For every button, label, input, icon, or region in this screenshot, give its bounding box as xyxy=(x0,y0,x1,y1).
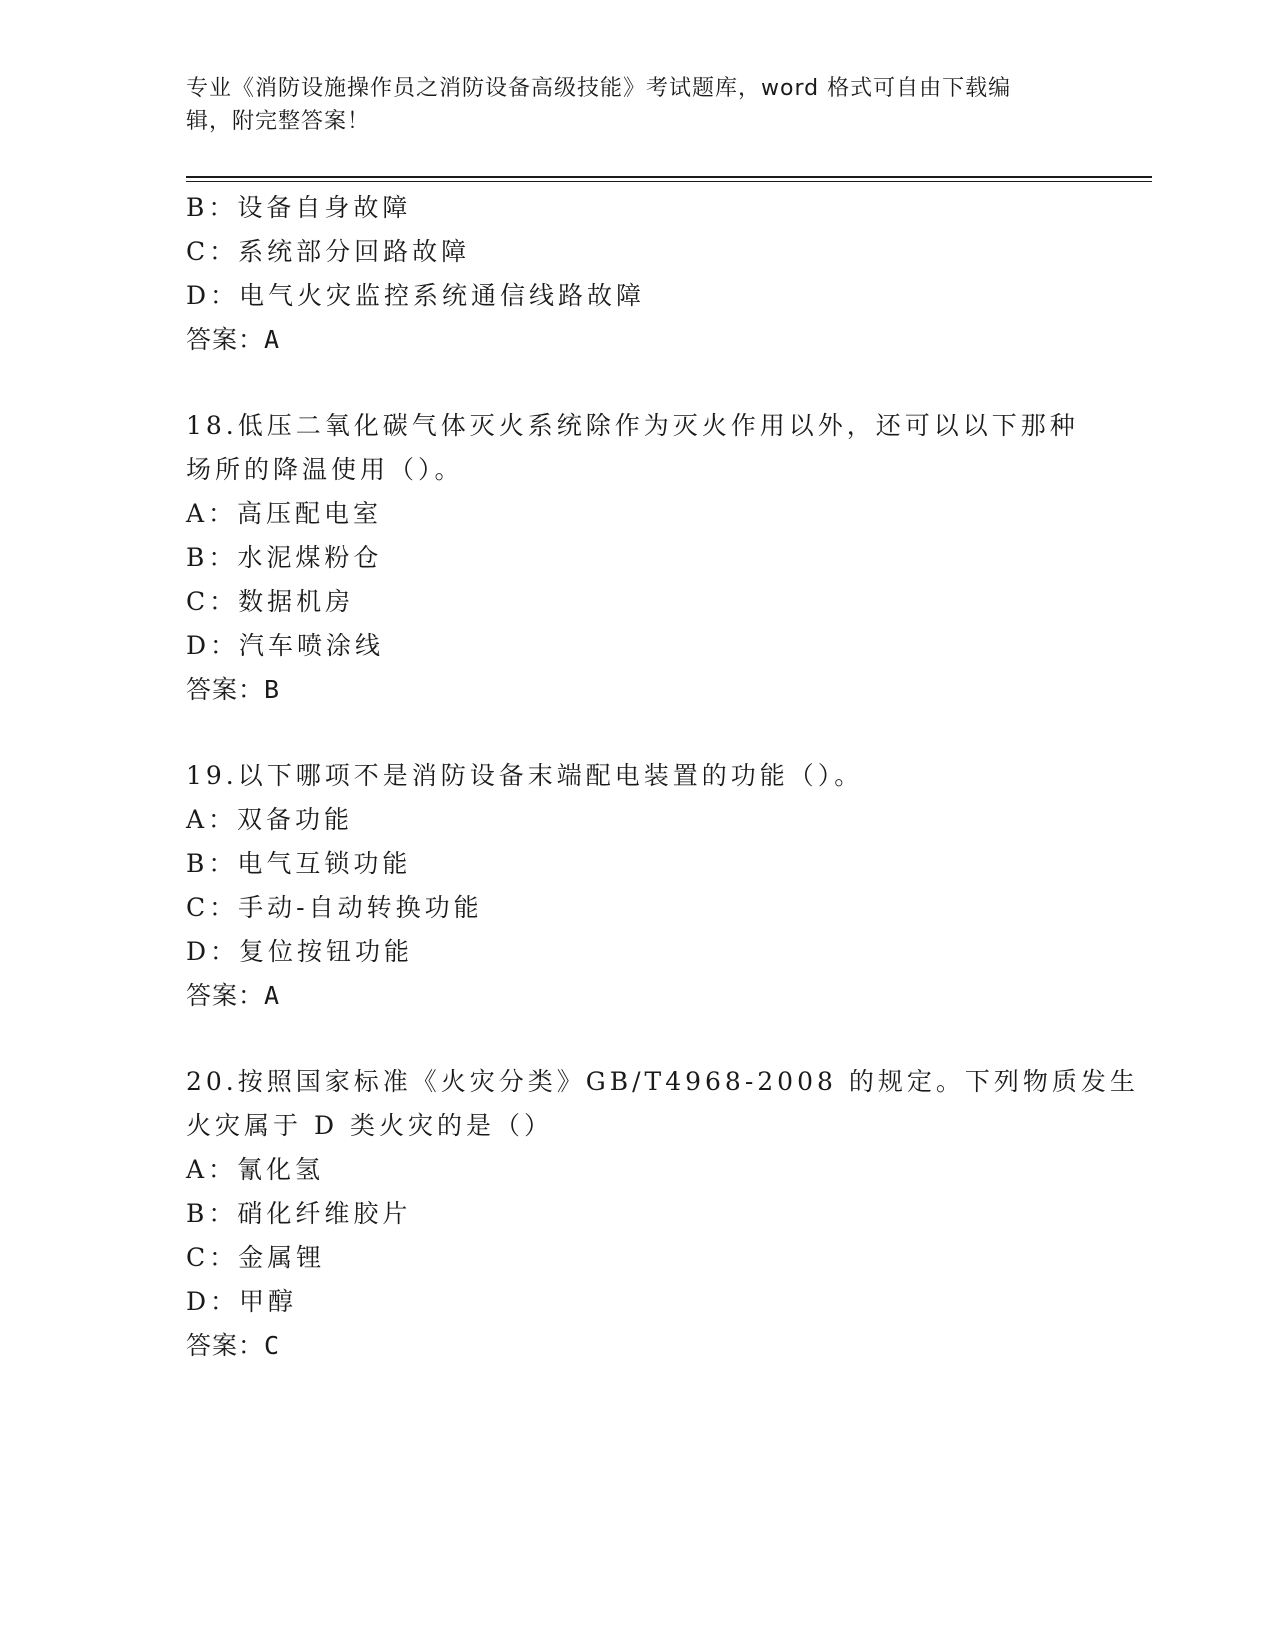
answer-value: A xyxy=(264,981,281,1010)
question-20-option-a: A：氰化氢 xyxy=(186,1155,325,1184)
header-divider-thin xyxy=(186,181,1152,182)
answer-label: 答案： xyxy=(186,675,265,704)
question-20-option-b: B：硝化纤维胶片 xyxy=(186,1199,412,1228)
question-19-option-c: C：手动-自动转换功能 xyxy=(186,893,483,922)
question-18-option-a: A：高压配电室 xyxy=(186,499,383,528)
question-20-option-c: C：金属锂 xyxy=(186,1243,326,1272)
question-19-option-a: A：双备功能 xyxy=(186,805,354,834)
answer-label: 答案： xyxy=(186,981,265,1010)
question-20-stem-line-1: 20.按照国家标准《火灾分类》GB/T4968-2008 的规定。下列物质发生 xyxy=(186,1067,1139,1096)
document-header xyxy=(186,72,1066,138)
option-d: D：电气火灾监控系统通信线路故障 xyxy=(186,281,646,310)
question-18-stem-line-1: 18.低压二氧化碳气体灭火系统除作为灭火作用以外，还可以以下那种 xyxy=(186,411,1079,440)
question-19-answer xyxy=(186,976,280,1012)
question-18-stem-line-2: 场所的降温使用（）。 xyxy=(186,455,464,484)
question-19-stem-line-1: 19.以下哪项不是消防设备末端配电装置的功能（）。 xyxy=(186,761,864,790)
question-18-option-d: D：汽车喷涂线 xyxy=(186,631,385,660)
answer-value: C xyxy=(264,1331,281,1360)
option-c: C：系统部分回路故障 xyxy=(186,237,471,266)
question-19-option-d: D：复位按钮功能 xyxy=(186,937,414,966)
answer-line xyxy=(186,320,280,356)
answer-value: A xyxy=(264,325,281,354)
answer-value: B xyxy=(264,675,281,704)
question-18-option-b: B：水泥煤粉仓 xyxy=(186,543,383,572)
option-b: B：设备自身故障 xyxy=(186,193,412,222)
header-line-1: 专业《消防设施操作员之消防设备高级技能》考试题库，word 格式可自由下载编 xyxy=(186,76,1012,101)
question-20-stem-line-2: 火灾属于 D 类火灾的是（） xyxy=(186,1111,553,1140)
question-19-option-b: B：电气互锁功能 xyxy=(186,849,412,878)
question-20-option-d: D：甲醇 xyxy=(186,1287,298,1316)
question-18-answer xyxy=(186,670,280,706)
question-18-option-c: C：数据机房 xyxy=(186,587,355,616)
answer-label: 答案： xyxy=(186,1331,265,1360)
header-line-2: 辑，附完整答案！ xyxy=(186,109,371,134)
answer-label: 答案： xyxy=(186,325,265,354)
question-20-answer xyxy=(186,1326,280,1362)
header-divider xyxy=(186,176,1152,178)
